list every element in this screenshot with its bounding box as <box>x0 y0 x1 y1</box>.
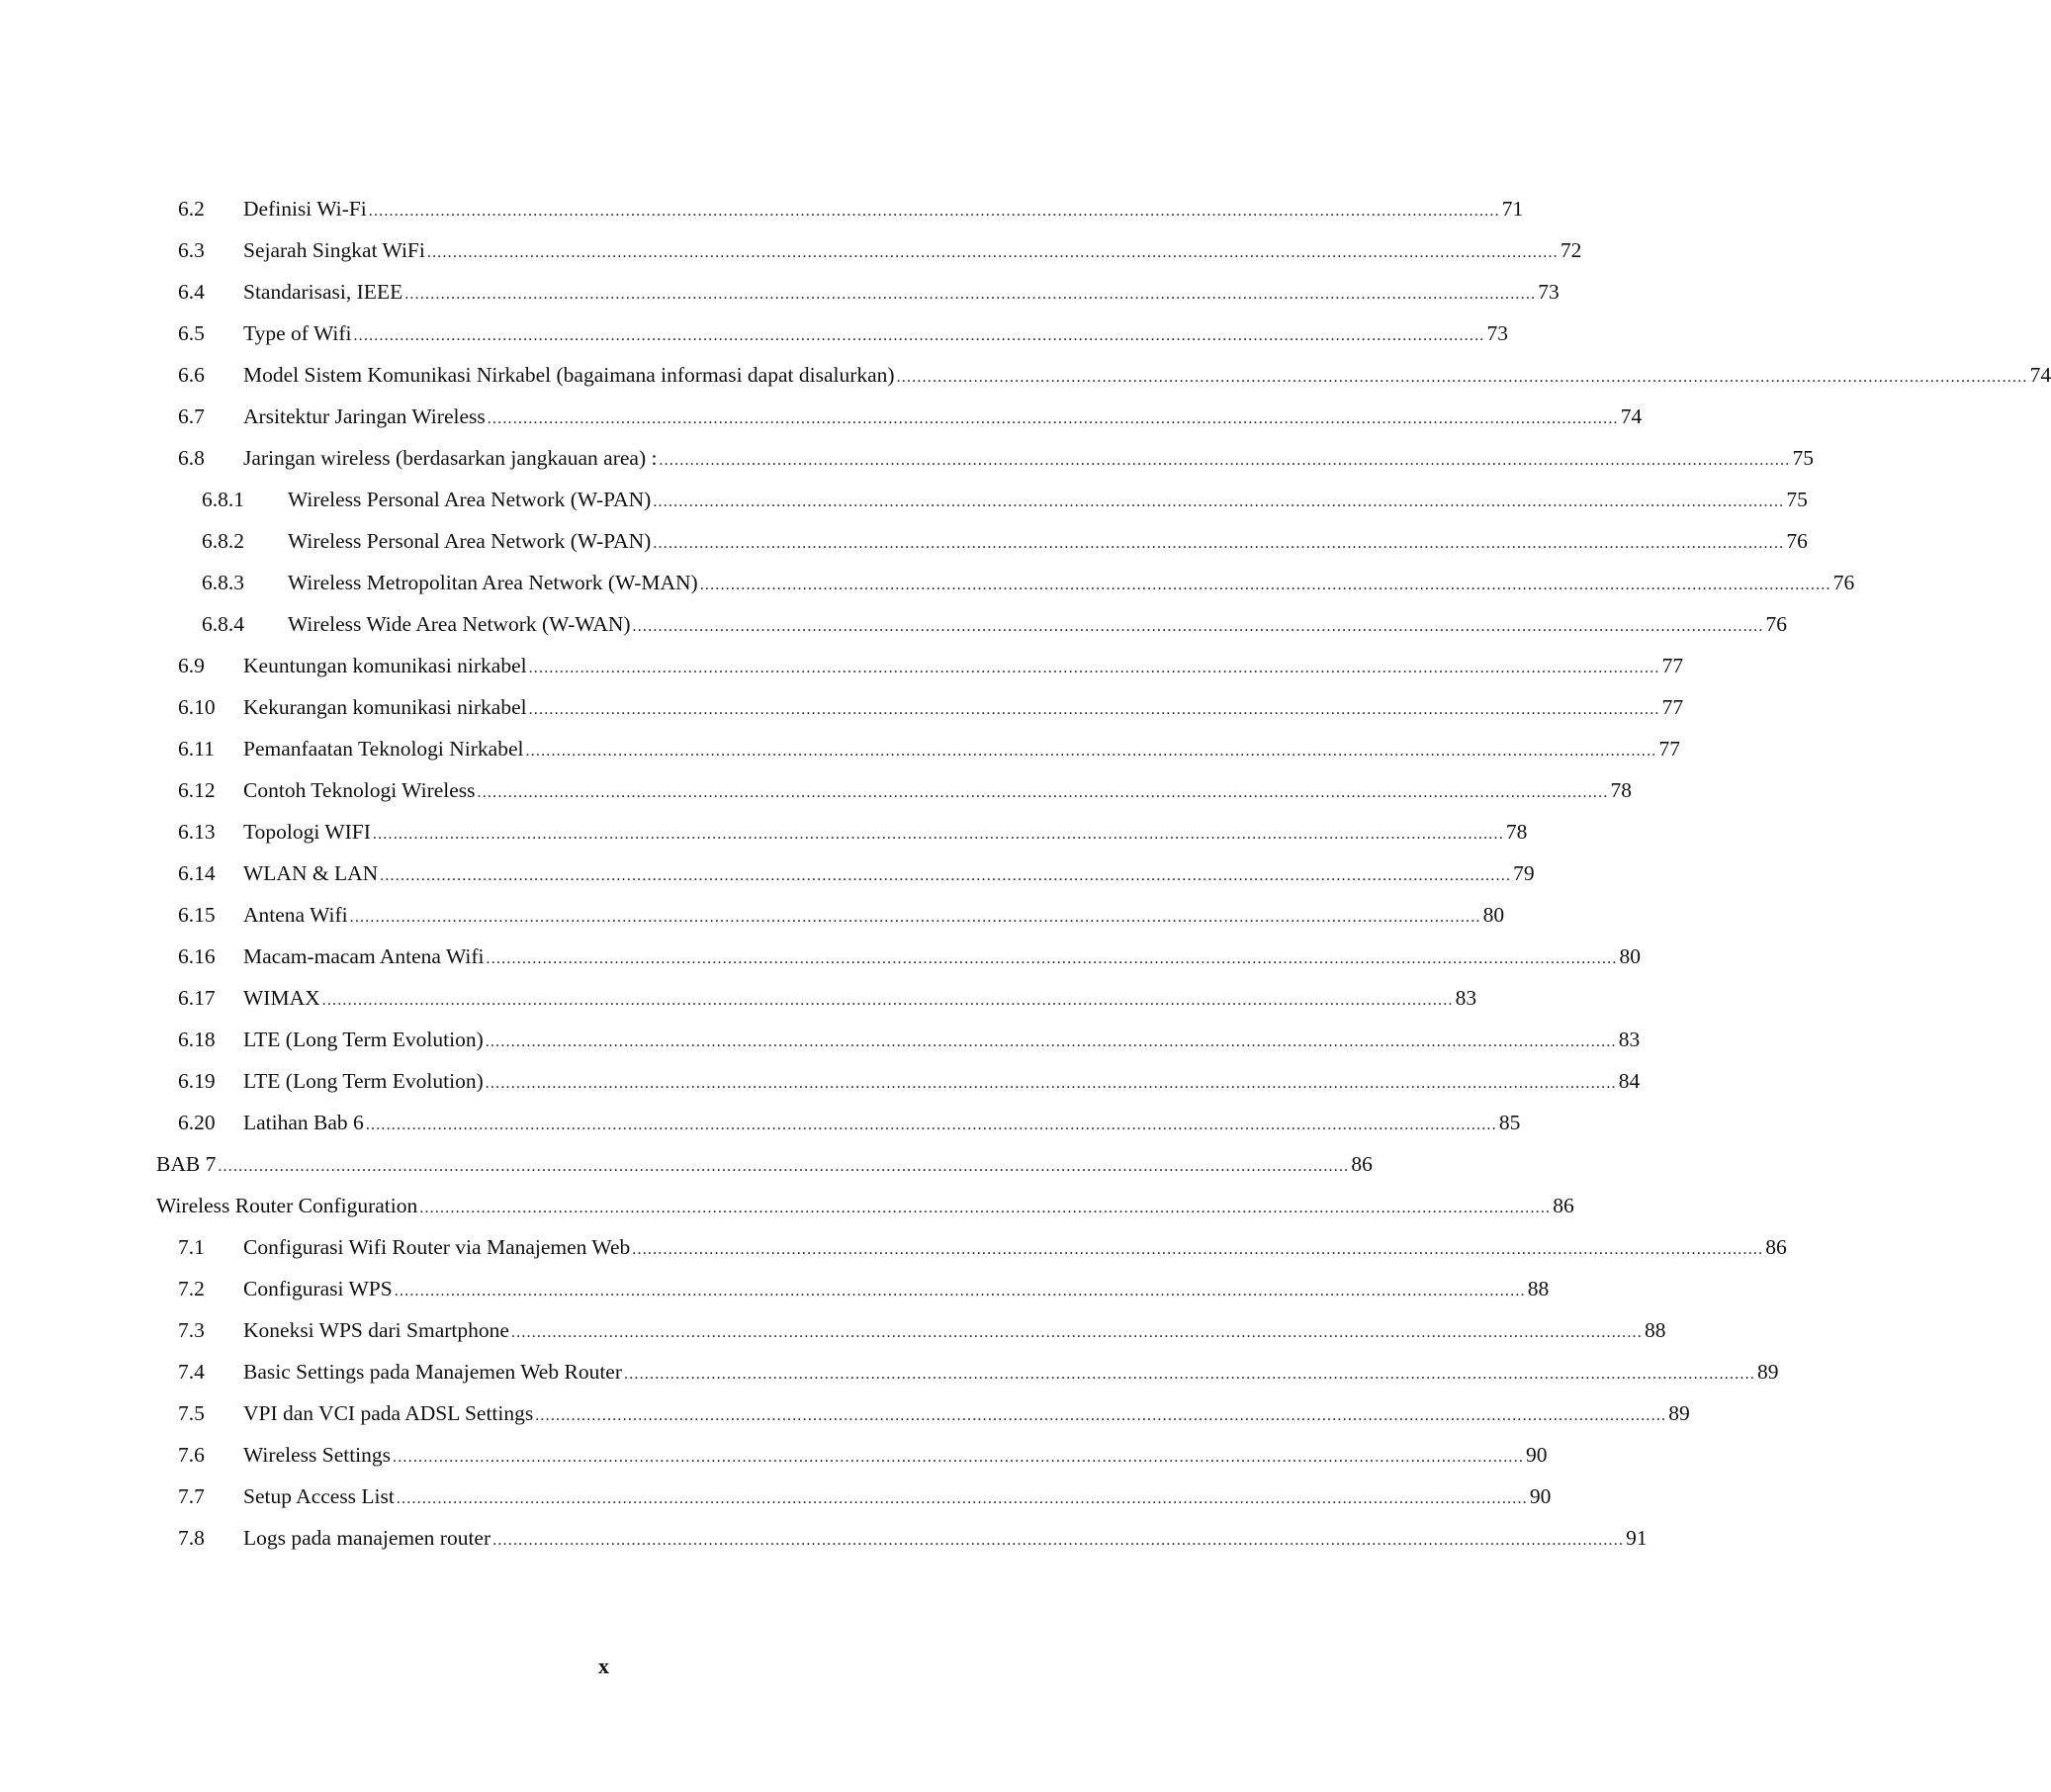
toc-entry[interactable] <box>156 902 1505 943</box>
dot-leader: ............................................................................................................................................................................................................................ <box>380 867 1512 884</box>
toc-entry-number: 6.13 <box>178 820 216 844</box>
toc-entry-page: 89 <box>1757 1360 1779 1384</box>
dot-leader: ............................................................................................................................................................................................................................ <box>659 452 1791 469</box>
dot-leader: ............................................................................................................................................................................................................................ <box>528 701 1660 718</box>
toc-entry-title: Sejarah Singkat WiFi <box>243 238 425 262</box>
toc-entry-title: Topologi WIFI <box>243 820 371 844</box>
toc-entry[interactable] <box>156 320 1508 362</box>
table-of-contents <box>156 196 2051 1567</box>
toc-entry-number: 6.20 <box>178 1111 216 1134</box>
toc-entry[interactable] <box>156 1525 1648 1567</box>
toc-entry-page: 73 <box>1486 321 1508 345</box>
page-number: x <box>598 1654 609 1678</box>
toc-entry-number: 7.7 <box>178 1484 205 1508</box>
dot-leader: ............................................................................................................................................................................................................................ <box>404 286 1537 303</box>
toc-entry[interactable] <box>156 1276 1550 1317</box>
toc-entry[interactable] <box>156 196 1524 237</box>
dot-leader: ............................................................................................................................................................................................................................ <box>485 1033 1617 1050</box>
toc-entry[interactable] <box>156 611 1788 653</box>
toc-entry[interactable] <box>156 1483 1552 1525</box>
dot-leader: ............................................................................................................................................................................................................................ <box>624 1366 1755 1383</box>
dot-leader: ............................................................................................................................................................................................................................ <box>218 1158 1350 1175</box>
toc-entry-number: 6.18 <box>178 1028 216 1051</box>
toc-entry-page: 84 <box>1618 1069 1641 1093</box>
toc-entry-number: 6.2 <box>178 197 205 221</box>
toc-entry-page: 88 <box>1644 1318 1666 1342</box>
toc-entry-title: Wireless Router Configuration <box>156 1194 418 1217</box>
toc-entry-number: 7.4 <box>178 1360 205 1384</box>
toc-entry-page: 83 <box>1455 986 1477 1010</box>
dot-leader: ............................................................................................................................................................................................................................ <box>510 1324 1643 1341</box>
toc-entry-title: Definisi Wi-Fi <box>243 197 367 221</box>
toc-entry-page: 75 <box>1786 488 1808 511</box>
toc-entry-page: 77 <box>1661 654 1684 677</box>
dot-leader: ............................................................................................................................................................................................................................ <box>353 327 1485 344</box>
toc-entry-number: 6.19 <box>178 1069 216 1093</box>
toc-entry-title: LTE (Long Term Evolution) <box>243 1028 484 1051</box>
toc-entry-number: 6.14 <box>178 861 216 885</box>
toc-entry-number: 6.12 <box>178 778 216 802</box>
dot-leader: ............................................................................................................................................................................................................................ <box>419 1200 1552 1216</box>
toc-entry-title: Configurasi Wifi Router via Manajemen Web <box>243 1235 631 1259</box>
toc-entry[interactable] <box>156 1068 1641 1110</box>
toc-entry-page: 89 <box>1668 1401 1690 1425</box>
toc-entry-number: 7.2 <box>178 1277 205 1300</box>
toc-entry-page: 75 <box>1792 446 1814 470</box>
dot-leader: ............................................................................................................................................................................................................................ <box>426 244 1559 261</box>
toc-entry-page: 90 <box>1526 1443 1548 1467</box>
toc-entry[interactable] <box>156 943 1642 985</box>
toc-entry-number: 7.3 <box>178 1318 205 1342</box>
toc-entry[interactable] <box>156 237 1582 279</box>
dot-leader: ............................................................................................................................................................................................................................ <box>349 909 1481 926</box>
toc-entry-page: 73 <box>1538 280 1560 304</box>
toc-entry[interactable] <box>156 1317 1666 1359</box>
toc-entry-number: 6.15 <box>178 903 216 927</box>
toc-entry-page: 86 <box>1765 1235 1787 1259</box>
toc-entry-page: 76 <box>1786 529 1808 553</box>
toc-entry-title: WIMAX <box>243 986 320 1010</box>
dot-leader: ............................................................................................................................................................................................................................ <box>321 992 1454 1009</box>
toc-entry-page: 80 <box>1482 903 1505 927</box>
toc-entry-number: 6.7 <box>178 404 205 428</box>
toc-entry-page: 80 <box>1619 944 1642 968</box>
toc-entry-title: Arsitektur Jaringan Wireless <box>243 404 486 428</box>
toc-entry[interactable] <box>156 487 1808 528</box>
toc-entry-title: VPI dan VCI pada ADSL Settings <box>243 1401 534 1425</box>
toc-entry-title: BAB 7 <box>156 1152 217 1176</box>
toc-entry-title: Basic Settings pada Manajemen Web Router <box>243 1360 622 1384</box>
dot-leader: ............................................................................................................................................................................................................................ <box>535 1407 1667 1424</box>
toc-entry-page: 78 <box>1505 820 1528 844</box>
dot-leader: ............................................................................................................................................................................................................................ <box>486 950 1618 967</box>
dot-leader: ............................................................................................................................................................................................................................ <box>632 618 1764 635</box>
toc-entry[interactable] <box>156 1400 1690 1442</box>
toc-entry-number: 6.3 <box>178 238 205 262</box>
toc-entry-page: 86 <box>1351 1152 1373 1176</box>
toc-entry-page: 74 <box>2029 363 2051 387</box>
toc-entry-title: Kekurangan komunikasi nirkabel <box>243 695 527 719</box>
toc-entry-page: 78 <box>1610 778 1633 802</box>
toc-entry[interactable] <box>156 1151 1373 1193</box>
dot-leader: ............................................................................................................................................................................................................................ <box>653 493 1785 510</box>
toc-entry-number: 6.17 <box>178 986 216 1010</box>
toc-entry[interactable] <box>156 362 2051 403</box>
dot-leader: ............................................................................................................................................................................................................................ <box>485 1075 1617 1092</box>
dot-leader: ............................................................................................................................................................................................................................ <box>525 743 1657 760</box>
toc-entry[interactable] <box>156 736 1680 777</box>
toc-entry[interactable] <box>156 860 1535 902</box>
toc-entry[interactable] <box>156 985 1477 1027</box>
toc-entry-title: Wireless Personal Area Network (W-PAN) <box>288 488 652 511</box>
toc-entry-page: 74 <box>1620 404 1643 428</box>
dot-leader: ............................................................................................................................................................................................................................ <box>396 1490 1528 1507</box>
toc-entry-number: 7.5 <box>178 1401 205 1425</box>
toc-entry-number: 7.1 <box>178 1235 205 1259</box>
toc-entry-page: 88 <box>1527 1277 1550 1300</box>
toc-entry-number: 7.8 <box>178 1526 205 1550</box>
toc-entry-page: 91 <box>1626 1526 1648 1550</box>
toc-entry[interactable] <box>156 445 1814 487</box>
dot-leader: ............................................................................................................................................................................................................................ <box>653 535 1785 552</box>
toc-entry-page: 86 <box>1553 1194 1574 1217</box>
dot-leader: ............................................................................................................................................................................................................................ <box>632 1241 1764 1258</box>
toc-entry-title: Configurasi WPS <box>243 1277 393 1300</box>
toc-entry-page: 85 <box>1498 1111 1521 1134</box>
toc-entry-title: Jaringan wireless (berdasarkan jangkauan area) : <box>243 446 658 470</box>
dot-leader: ............................................................................................................................................................................................................................ <box>487 410 1619 427</box>
toc-entry-title: Model Sistem Komunikasi Nirkabel (bagaimana informasi dapat disalurkan) <box>243 363 895 387</box>
toc-entry[interactable] <box>156 1234 1787 1276</box>
toc-entry-page: 71 <box>1501 197 1524 221</box>
toc-entry-page: 72 <box>1560 238 1582 262</box>
toc-entry-page: 77 <box>1661 695 1684 719</box>
toc-entry-title: Macam-macam Antena Wifi <box>243 944 485 968</box>
toc-entry-title: Standarisasi, IEEE <box>243 280 403 304</box>
toc-entry-number: 6.8.1 <box>202 488 244 511</box>
dot-leader: ............................................................................................................................................................................................................................ <box>393 1449 1525 1466</box>
dot-leader: ............................................................................................................................................................................................................................ <box>528 660 1660 676</box>
toc-entry[interactable] <box>156 1027 1641 1068</box>
toc-entry-number: 6.8.2 <box>202 529 244 553</box>
toc-entry-number: 6.9 <box>178 654 205 677</box>
toc-entry-title: Wireless Settings <box>243 1443 392 1467</box>
toc-entry[interactable] <box>156 653 1684 694</box>
toc-entry-title: Type of Wifi <box>243 321 352 345</box>
toc-entry[interactable] <box>156 528 1808 570</box>
toc-entry-number: 6.11 <box>178 737 215 761</box>
toc-entry-number: 6.10 <box>178 695 216 719</box>
toc-entry-title: Latihan Bab 6 <box>243 1111 364 1134</box>
toc-entry-number: 6.8 <box>178 446 205 470</box>
toc-entry[interactable] <box>156 777 1633 819</box>
toc-entry[interactable] <box>156 694 1684 736</box>
toc-entry-page: 83 <box>1618 1028 1641 1051</box>
dot-leader: ............................................................................................................................................................................................................................ <box>372 826 1504 843</box>
dot-leader: ............................................................................................................................................................................................................................ <box>365 1117 1497 1133</box>
toc-entry-title: Logs pada manajemen router <box>243 1526 491 1550</box>
toc-entry-number: 6.8.3 <box>202 571 244 594</box>
dot-leader: ............................................................................................................................................................................................................................ <box>896 369 2028 386</box>
toc-entry-page: 76 <box>1832 571 1855 594</box>
toc-entry-title: Setup Access List <box>243 1484 395 1508</box>
dot-leader: ............................................................................................................................................................................................................................ <box>394 1283 1526 1299</box>
toc-entry-title: LTE (Long Term Evolution) <box>243 1069 484 1093</box>
dot-leader: ............................................................................................................................................................................................................................ <box>477 784 1609 801</box>
toc-entry-number: 6.8.4 <box>202 612 244 636</box>
toc-entry-title: Wireless Wide Area Network (W-WAN) <box>288 612 631 636</box>
toc-entry-title: Wireless Metropolitan Area Network (W-MAN) <box>288 571 698 594</box>
toc-entry-page: 90 <box>1529 1484 1552 1508</box>
dot-leader: ............................................................................................................................................................................................................................ <box>699 577 1831 593</box>
toc-entry-page: 79 <box>1513 861 1535 885</box>
toc-entry-page: 76 <box>1765 612 1788 636</box>
toc-entry-title: Antena Wifi <box>243 903 348 927</box>
toc-entry[interactable] <box>156 1193 1574 1234</box>
toc-entry[interactable] <box>156 1359 1779 1400</box>
toc-entry-number: 6.6 <box>178 363 205 387</box>
toc-entry[interactable] <box>156 403 1643 445</box>
toc-entry-title: Koneksi WPS dari Smartphone <box>243 1318 509 1342</box>
toc-entry[interactable] <box>156 279 1560 320</box>
toc-entry-number: 6.4 <box>178 280 205 304</box>
toc-entry[interactable] <box>156 819 1528 860</box>
toc-entry-number: 6.16 <box>178 944 216 968</box>
toc-entry[interactable] <box>156 570 1855 611</box>
dot-leader: ............................................................................................................................................................................................................................ <box>368 203 1500 220</box>
toc-entry-number: 7.6 <box>178 1443 205 1467</box>
toc-entry-title: Contoh Teknologi Wireless <box>243 778 476 802</box>
toc-entry-page: 77 <box>1658 737 1680 761</box>
dot-leader: ............................................................................................................................................................................................................................ <box>492 1532 1625 1549</box>
toc-entry-title: Keuntungan komunikasi nirkabel <box>243 654 527 677</box>
toc-entry-number: 6.5 <box>178 321 205 345</box>
toc-entry-title: Pemanfaatan Teknologi Nirkabel <box>243 737 524 761</box>
toc-entry[interactable] <box>156 1442 1548 1483</box>
toc-entry[interactable] <box>156 1110 1521 1151</box>
toc-entry-title: WLAN & LAN <box>243 861 379 885</box>
toc-entry-title: Wireless Personal Area Network (W-PAN) <box>288 529 652 553</box>
